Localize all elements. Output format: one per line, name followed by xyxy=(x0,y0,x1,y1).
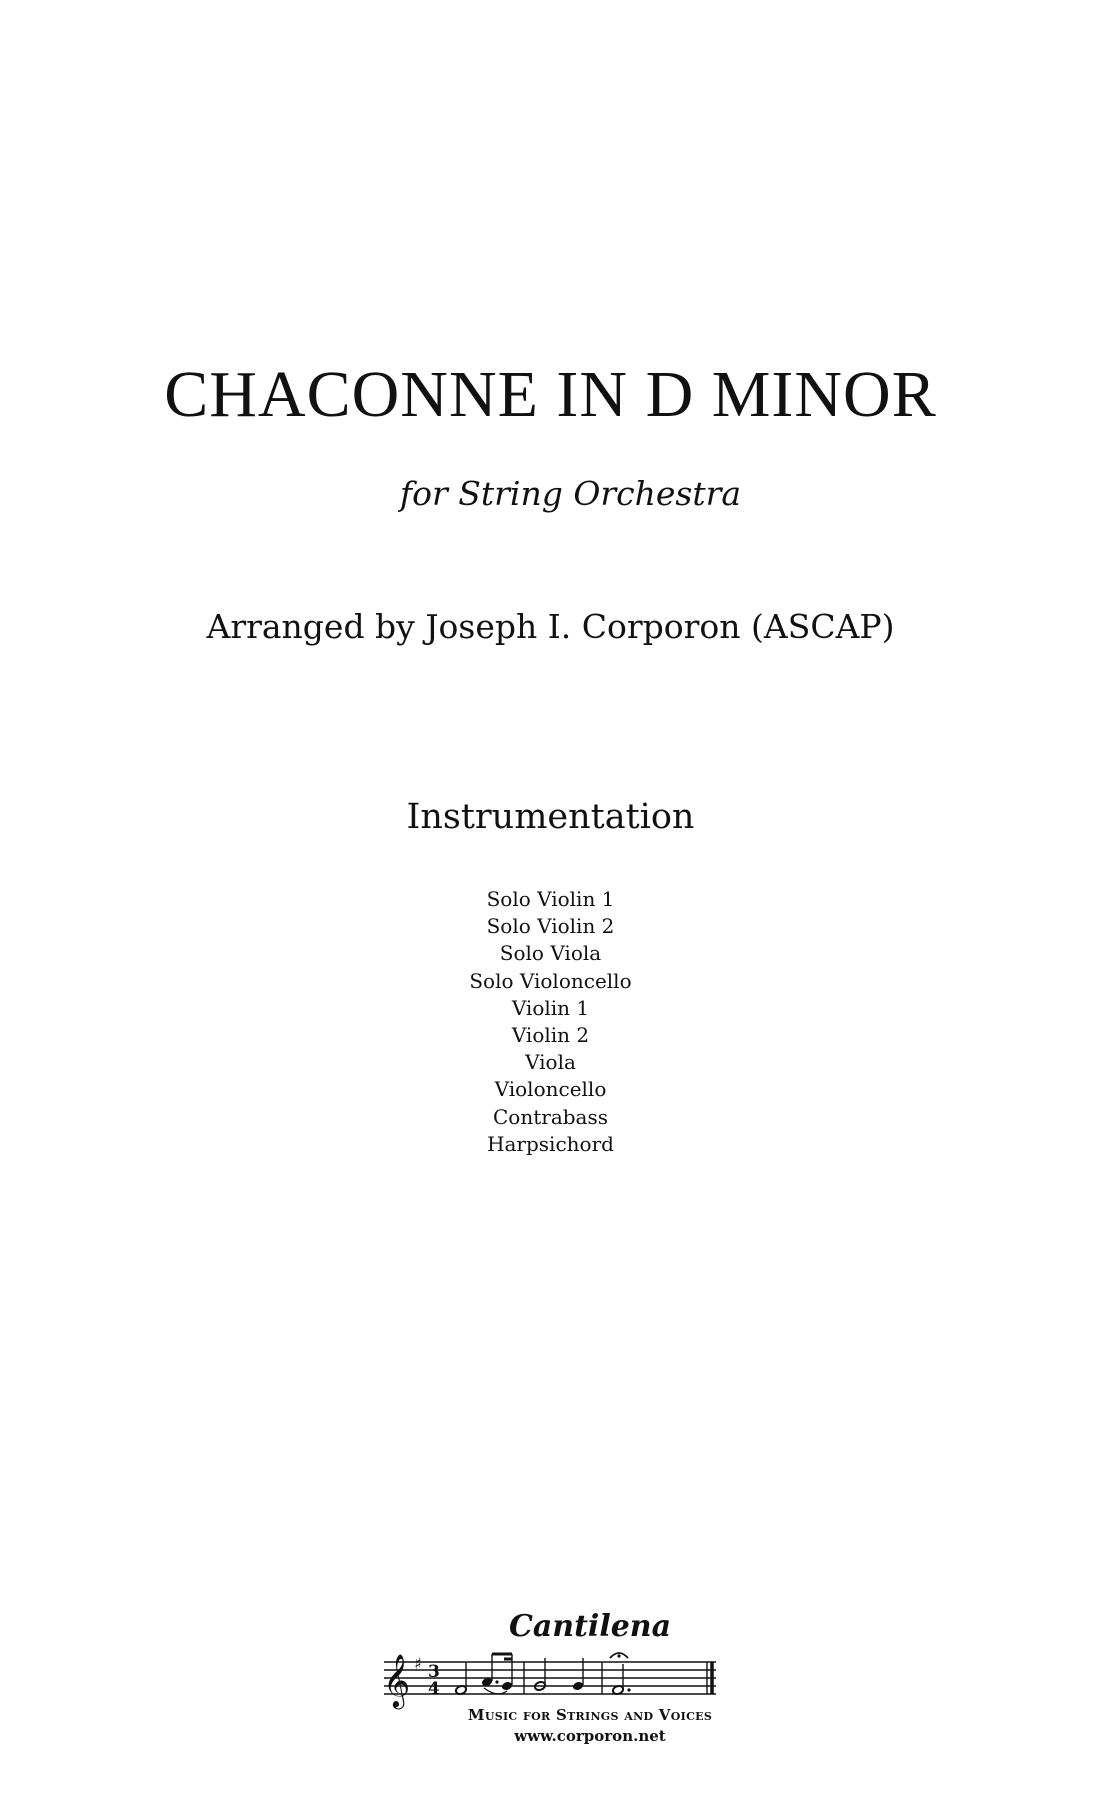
svg-text:♯: ♯ xyxy=(414,1654,422,1673)
instrument-item: Contrabass xyxy=(493,1104,608,1129)
instrument-item: Viola xyxy=(525,1050,576,1075)
instrument-item: Solo Violin 2 xyxy=(486,914,615,939)
instrumentation-heading: Instrumentation xyxy=(406,797,695,837)
instrumentation-list xyxy=(0,886,1101,1158)
music-staff-icon xyxy=(380,1646,720,1710)
svg-text:4: 4 xyxy=(428,1679,440,1699)
arranger-credit: Arranged by Joseph I. Corporon (ASCAP) xyxy=(206,607,895,646)
instrument-item: Solo Violin 1 xyxy=(486,887,615,911)
instrument-item: Violin 1 xyxy=(511,995,590,1020)
publisher-logo xyxy=(380,1609,720,1745)
instrument-item: Violin 2 xyxy=(511,1023,590,1048)
instrument-item: Harpsichord xyxy=(487,1131,614,1156)
publisher-name: Cantilena xyxy=(508,1609,672,1644)
subtitle: for String Orchestra xyxy=(399,474,742,513)
instrument-item: Violoncello xyxy=(494,1077,607,1102)
svg-text:3: 3 xyxy=(428,1662,440,1682)
instrument-item: Solo Violoncello xyxy=(469,968,632,993)
publisher-url: www.corporon.net xyxy=(514,1727,666,1745)
svg-text:𝄞: 𝄞 xyxy=(383,1653,411,1707)
publisher-tagline: Music for Strings and Voices xyxy=(467,1706,713,1724)
instrument-item: Solo Viola xyxy=(499,941,602,966)
page-title: CHACONNE IN D MINOR xyxy=(164,358,937,431)
